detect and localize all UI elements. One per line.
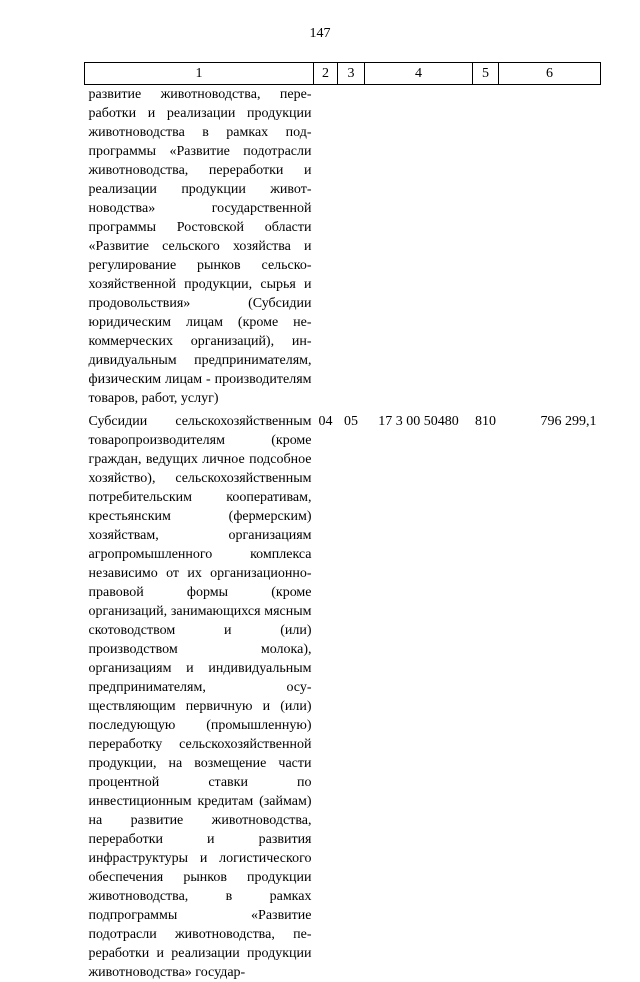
column-header-6: 6 [499,63,601,85]
row-expense-type-code [473,85,499,409]
page-number: 147 [309,26,331,41]
row-subsection-code [338,85,365,409]
row-target-article-code: 17 3 00 50480 [378,414,459,429]
row-amount: 796 299,1 [540,414,597,429]
table-header-row [85,63,601,85]
row-section-code: 04 [318,414,333,429]
row-target-article-code [365,85,473,409]
row-description: развитие животноводства, переработки и реализации продукции животноводства в рамках подпрограммы «Развитие подотрасли животноводства, переработки и реализации продукции животноводства» государственной программы Ростовской области «Развитие сельского хозяйства и регулирование рынков сельскохозяйственной продукции, сырья и продовольствия» (Субсидии юридическим лицам (кроме некоммерческих организаций), индивидуальным предпринимателям, физическим лицам - производителям товаров, работ, услуг) [88,87,312,406]
column-header-4: 4 [365,63,473,85]
table-row [85,85,601,409]
column-header-3: 3 [338,63,365,85]
row-description: Субсидии сельскохозяйственным товаропроизводителям (кроме граждан, ведущих личное подсобное хозяйство), сельскохозяйственным потребительским кооперативам, крестьянским (фермерским) хозяйствам, организациям агропромышленного комплекса независимо от их организационно-правовой формы (кроме организаций, занимающихся мясным скотоводством и (или) производством молока), организациям и индивидуальным предпринимателям, осуществляющим первичную и (или) последующую (промышленную) переработку сельскохозяйственной продукции, на возмещение части процентной ставки по инвестиционным кредитам (займам) на развитие животноводства, переработки и развития инфраструктуры и логистического обеспечения рынков продукции животноводства, в рамках подпрограммы «Развитие подотрасли животноводства, переработки и реализации продукции животноводства» государ- [88,414,312,980]
budget-table [84,62,601,982]
table-row [85,408,601,982]
row-expense-type-code: 810 [475,414,496,429]
column-header-2: 2 [314,63,338,85]
column-header-1: 1 [85,63,314,85]
column-header-5: 5 [473,63,499,85]
row-subsection-code: 05 [344,414,358,429]
row-section-code [314,85,338,409]
row-amount [499,85,601,409]
